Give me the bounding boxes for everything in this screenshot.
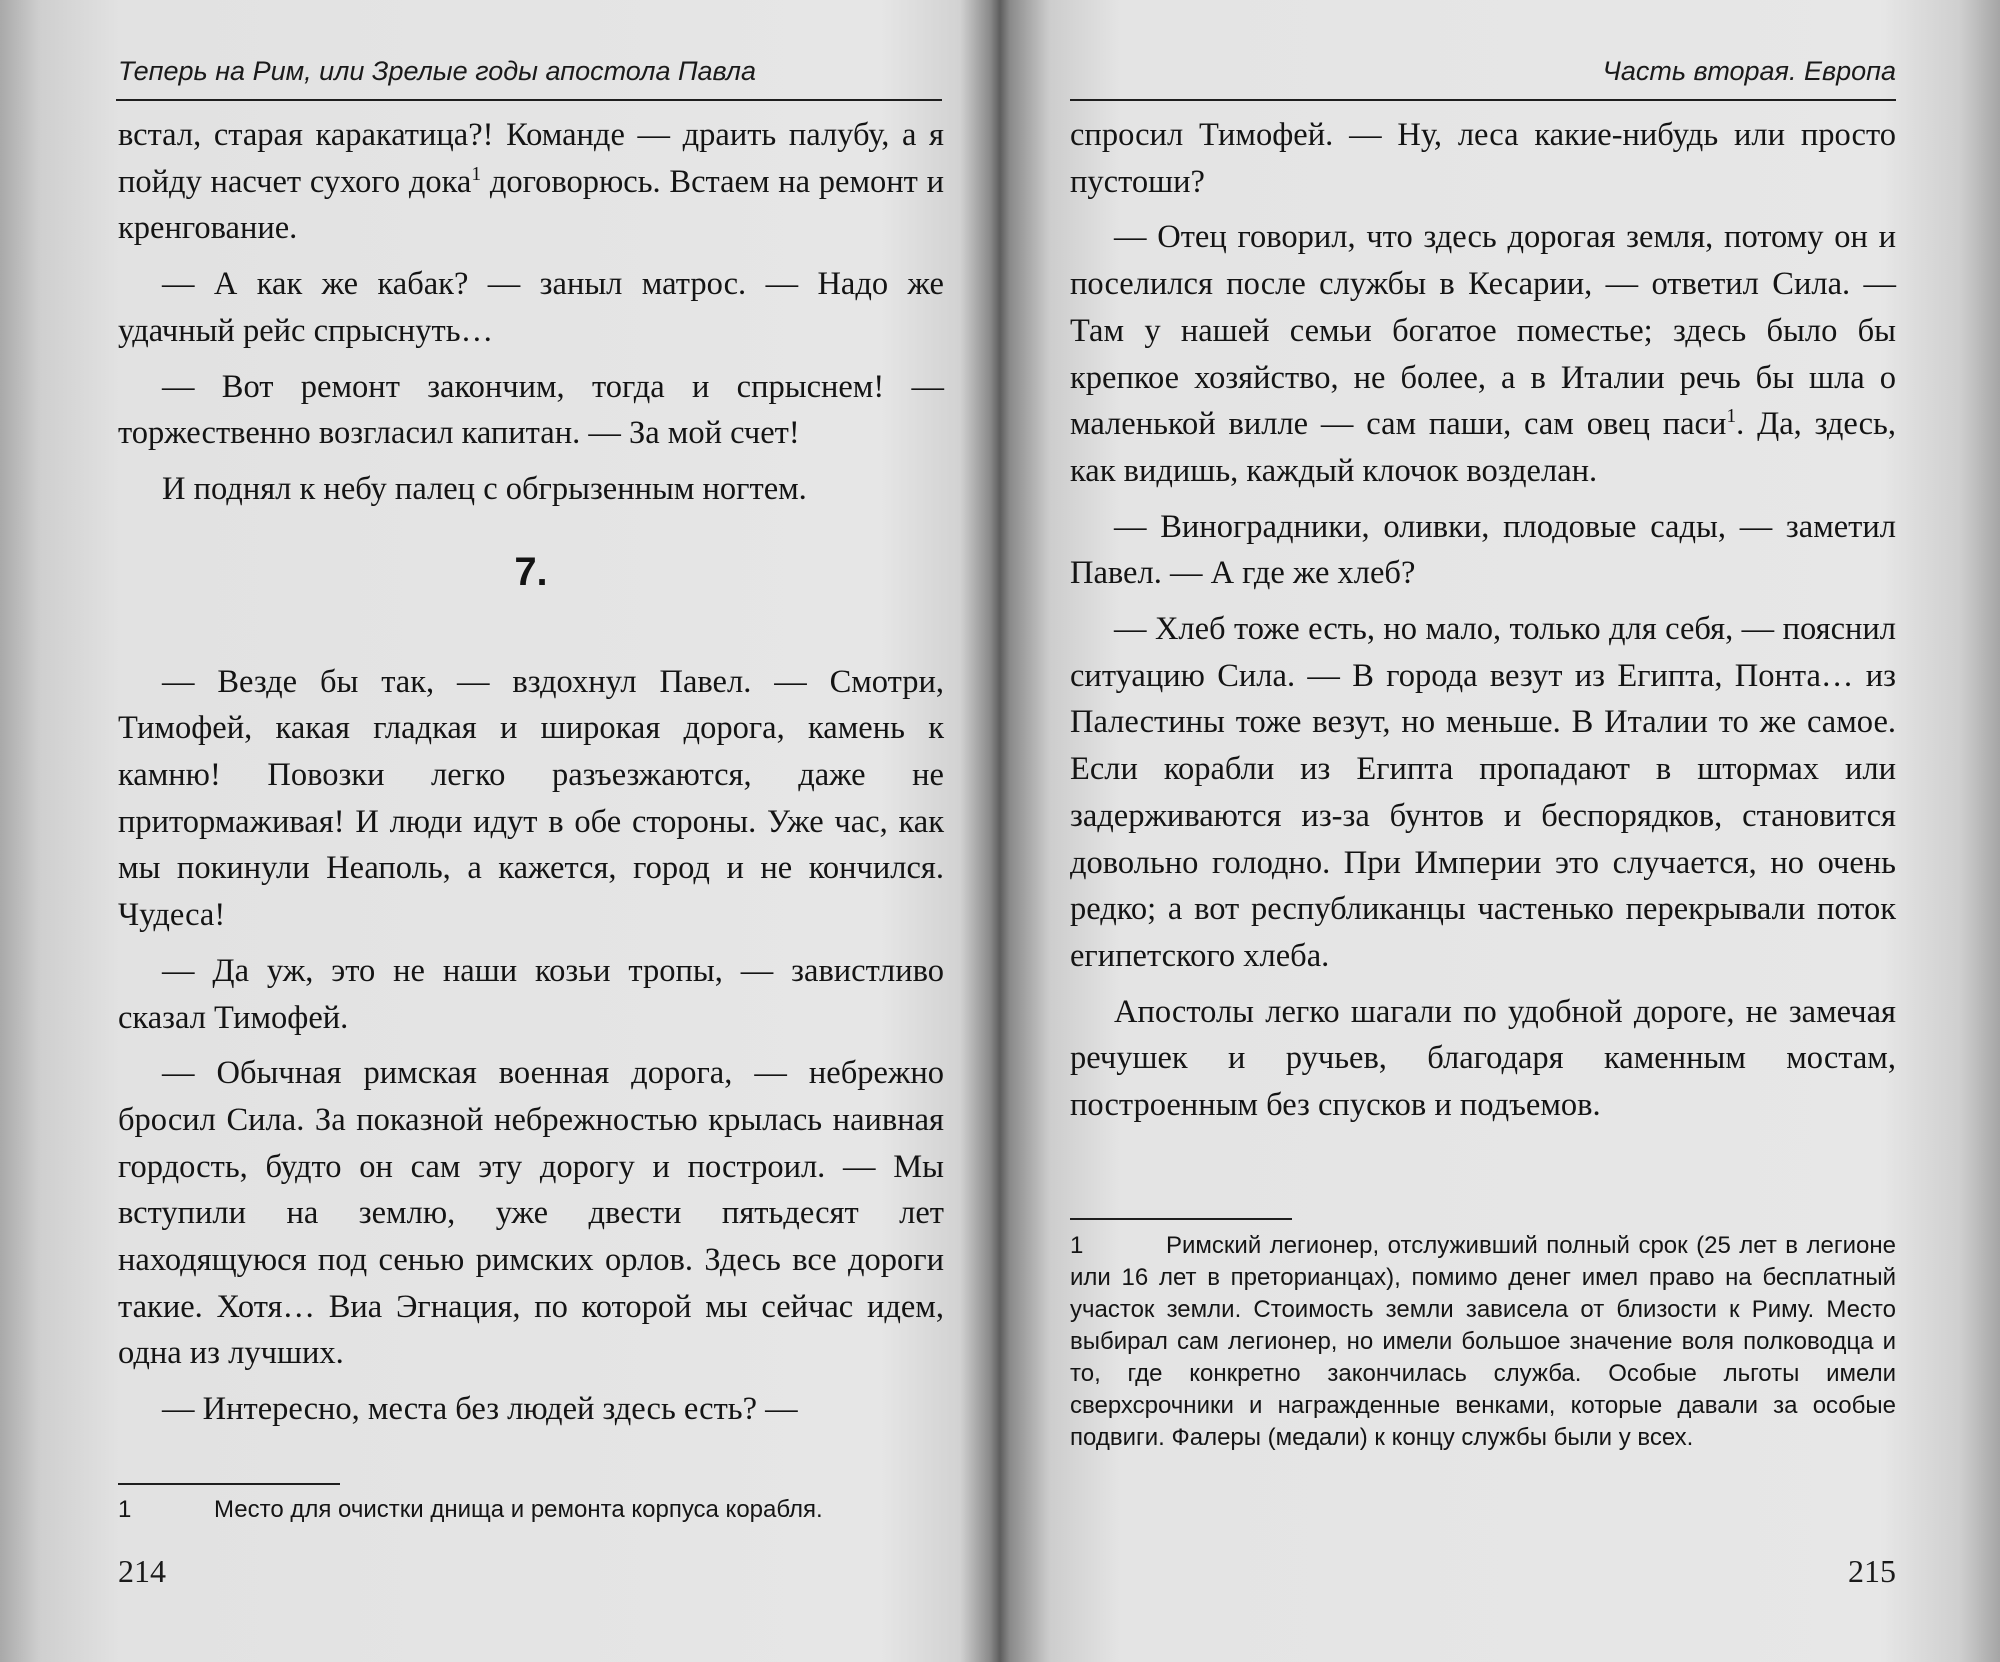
footnote-number: 1 — [118, 1496, 132, 1523]
left-footnote-rule — [118, 1483, 340, 1485]
footnote-ref: 1 — [1726, 406, 1737, 428]
paragraph: спросил Тимофей. — Ну, леса какие-нибудь или просто пустоши? — [1070, 117, 1896, 200]
left-head-rule — [116, 99, 942, 101]
right-head-rule — [1070, 99, 1896, 101]
right-page-number: 215 — [1848, 1553, 1896, 1589]
paragraph: — Везде бы так, — вздохнул Павел. — Смотри, Тимофей, какая гладкая и широкая дорога, камень к камню! Повозки легко разъезжаются, даже не притормаживая! И люди идут в обе стороны. Уже час, как мы покинули Неаполь, а кажется, город и не кончился. Чудеса! — [118, 663, 944, 934]
left-footnote — [118, 1494, 944, 1526]
paragraph: Апостолы легко шагали по удобной дороге, не замечая речушек и ручьев, благодаря каменным мостам, построенным без спусков и подъемов. — [1070, 993, 1896, 1124]
footnote-text: Место для очистки днища и ремонта корпуса корабля. — [214, 1496, 823, 1523]
left-text-block — [118, 112, 944, 1442]
paragraph: — Вот ремонт закончим, тогда и спрыснем! — торжественно возгласил капитан. — За мой счет! — [118, 368, 944, 452]
left-running-head: Теперь на Рим, или Зрелые годы апостола Павла — [118, 56, 756, 86]
paragraph: — Хлеб тоже есть, но мало, только для себя, — пояснил ситуацию Сила. — В города везут из Египта, Понта… из Палестины тоже везут, но меньше. В Италии то же самое. Если корабли из Египта пропадают в штормах или задерживаются из-за бунтов и беспорядков, становится довольно голодно. При Империи это случается, но очень редко; а вот республиканцы частенько перекрывали поток египетского хлеба. — [1070, 611, 1896, 974]
chapter-heading: 7. — [514, 549, 548, 594]
paragraph: — Интересно, места без людей здесь есть? — — [162, 1391, 798, 1428]
paragraph: — Да уж, это не наши козьи тропы, — завистливо сказал Тимофей. — [118, 952, 944, 1036]
paragraph: — Виноградники, оливки, плодовые сады, — заметил Павел. — А где же хлеб? — [1070, 508, 1896, 592]
paragraph-text: договорюсь. Встаем на ремонт и кренгование. — [118, 163, 944, 247]
paragraph-text: . Да, здесь, как видишь, каждый клочок возделан. — [1070, 406, 1896, 489]
paragraph-text: — Отец говорил, что здесь дорогая земля, потому он и поселился после службы в Кесарии, — ответил Сила. — Там у нашей семьи богатое поместье; здесь было бы крепкое хозяйство, не более, а в Италии речь бы шла о маленькой вилле — сам паши, сам овец паси — [1070, 219, 1896, 443]
footnote-text: Римский легионер, отслуживший полный срок (25 лет в легионе или 16 лет в преторианцах), помимо денег имел право на бесплатный участок земли. Стоимость земли зависела от близости к Риму. Место выбирал сам легионер, но имели большое значение воля полководца и то, где конкретно закончилась служба. Особые льготы имели сверхсрочники и награжденные венками, которые давали за особые подвиги. Фалеры (медали) к концу службы были у всех. — [1070, 1232, 1896, 1451]
right-footnote — [1070, 1230, 1896, 1454]
right-page — [1000, 0, 2000, 1662]
footnote-number: 1 — [1070, 1232, 1084, 1259]
right-running-head: Часть вторая. Европа — [1602, 56, 1896, 86]
right-text-block — [1070, 112, 1896, 1138]
paragraph: И поднял к небу палец с обгрызенным ногтем. — [162, 470, 807, 507]
paragraph: — Обычная римская военная дорога, — небрежно бросил Сила. За показной небрежностью крылась наивная гордость, будто он сам эту дорогу и построил. — Мы вступили на землю, уже двести пятьдесят лет находящуюся под сенью римских орлов. Здесь все дороги такие. Хотя… Виа Эгнация, по которой мы сейчас идем, одна из лучших. — [118, 1055, 944, 1372]
paragraph: — А как же кабак? — заныл матрос. — Надо же удачный рейс спрыснуть… — [118, 266, 944, 349]
paragraph-text: встал, старая каракатица?! Команде — драить палубу, а я пойду насчет сухого дока — [118, 117, 944, 200]
left-page-number: 214 — [118, 1553, 166, 1589]
footnote-ref: 1 — [471, 163, 482, 185]
right-footnote-rule — [1070, 1218, 1292, 1220]
paragraph — [118, 112, 944, 252]
paragraph — [1070, 214, 1896, 494]
